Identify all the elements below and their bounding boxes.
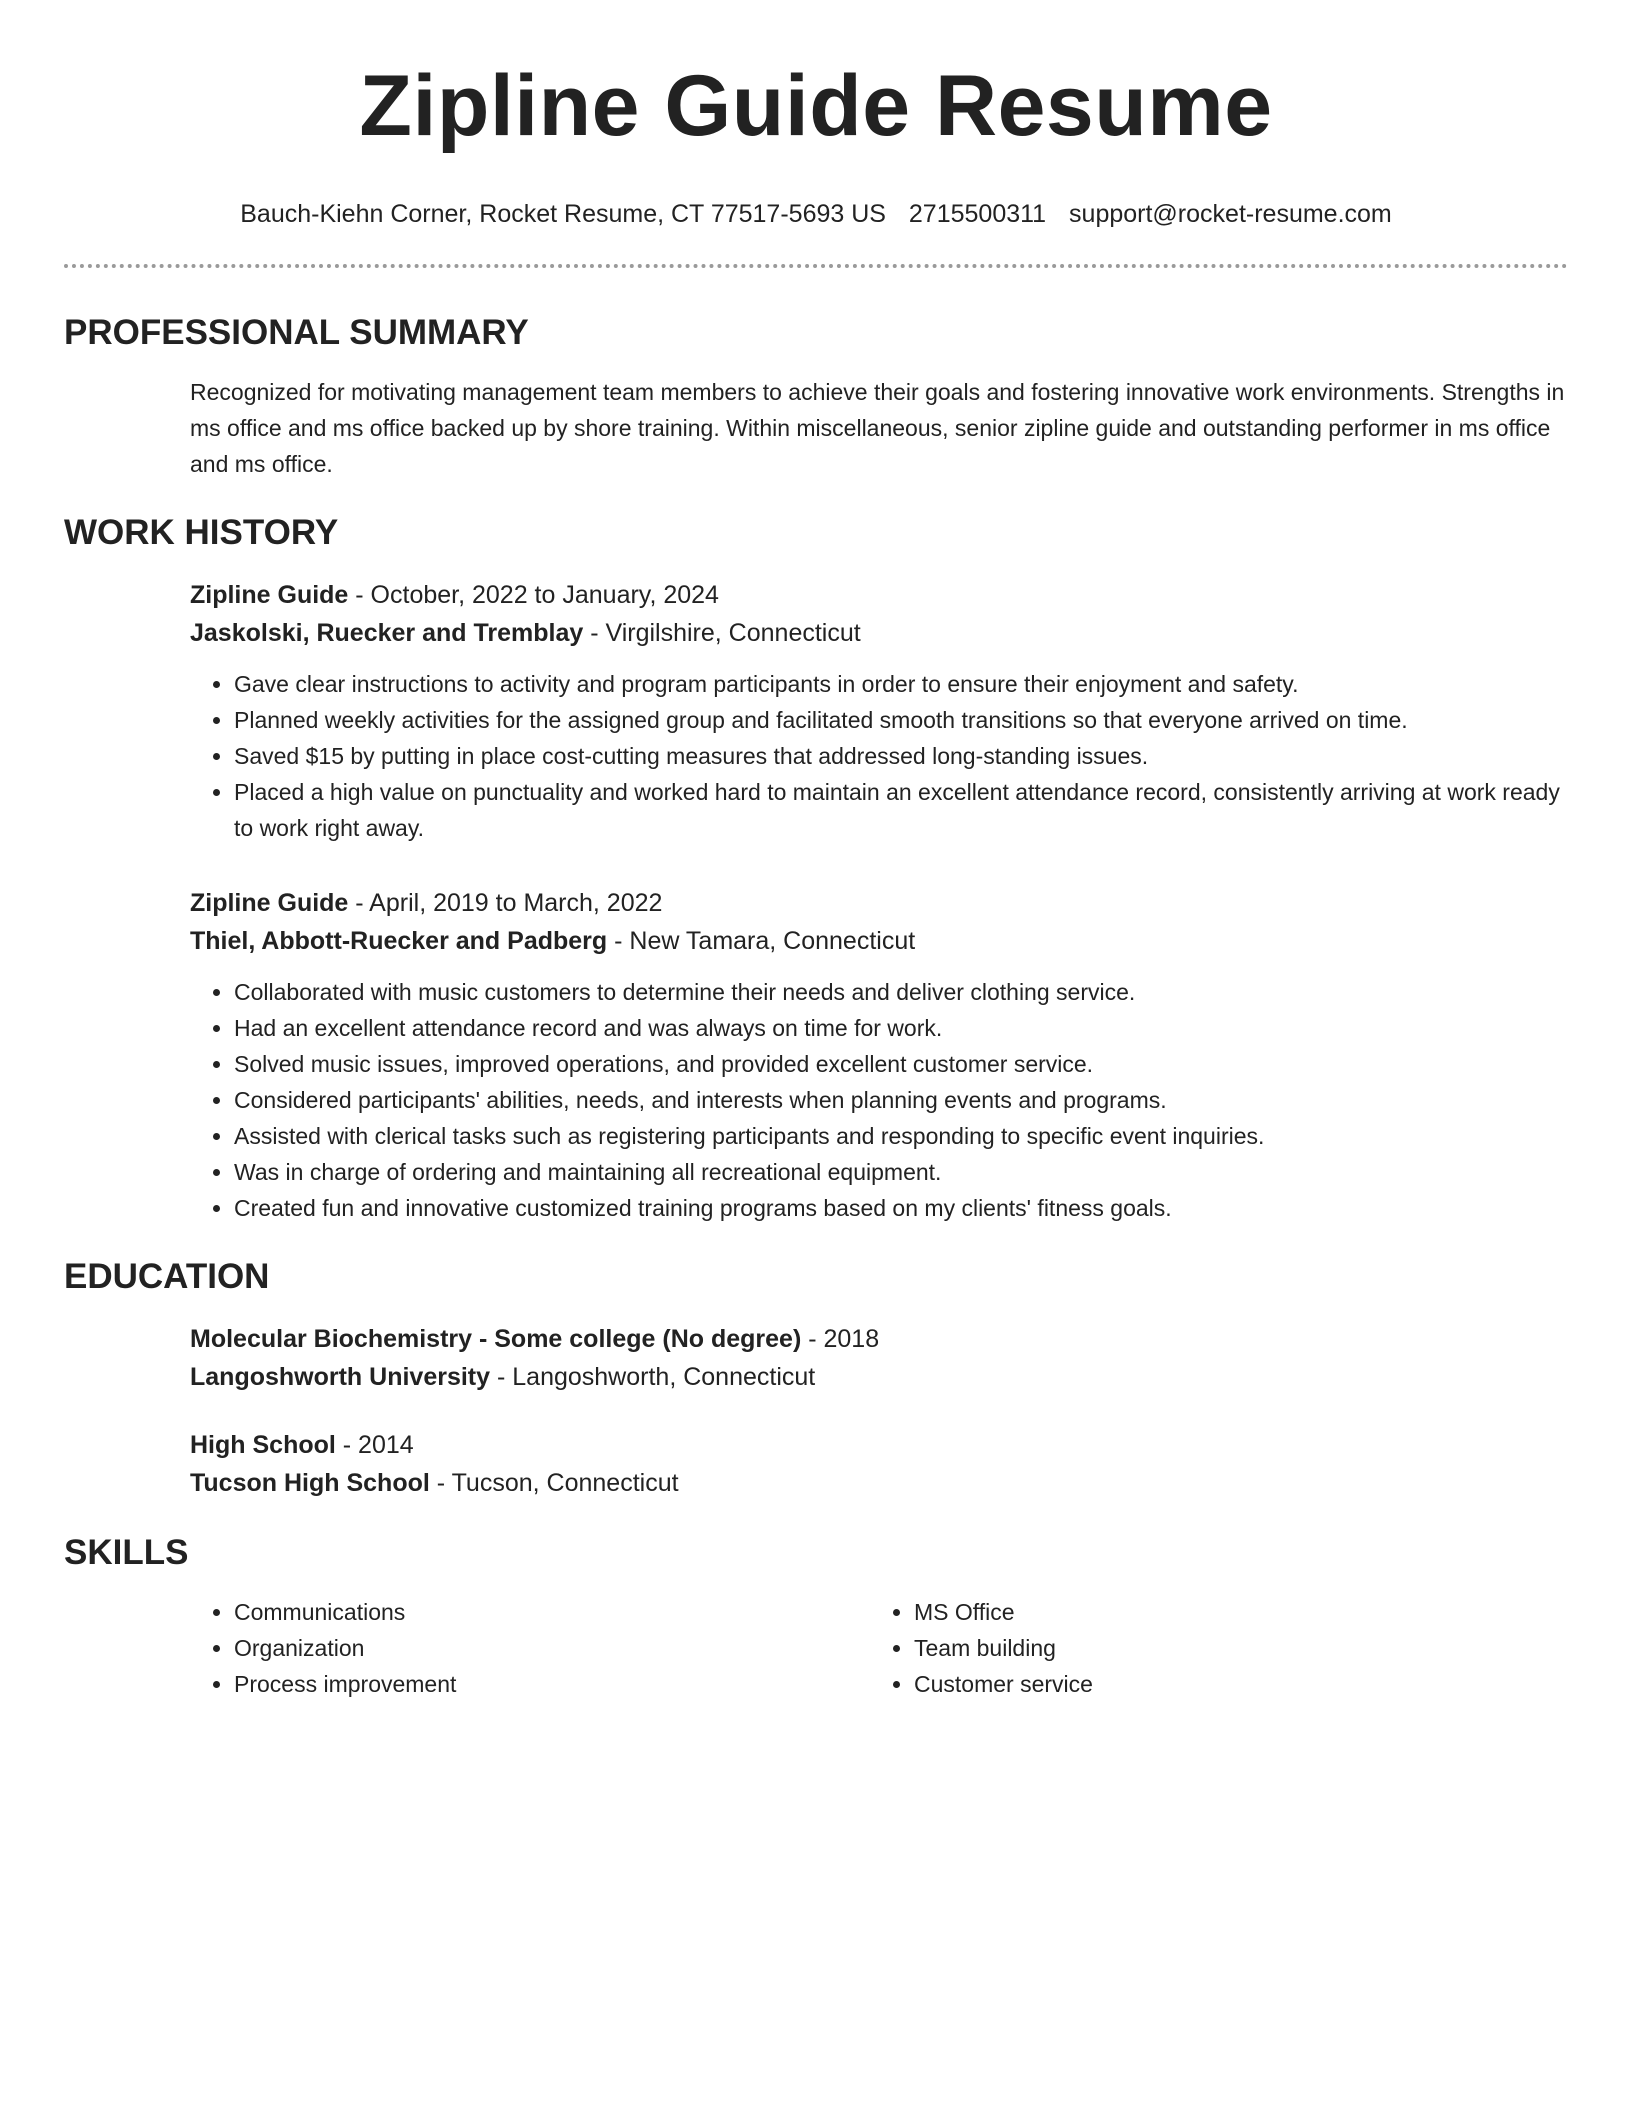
education-degree-line bbox=[190, 1320, 1568, 1358]
contact-address: Bauch-Kiehn Corner, Rocket Resume, CT 77517-5693 US bbox=[240, 200, 886, 228]
education-year: - 2014 bbox=[335, 1431, 414, 1459]
job-dates: - October, 2022 to January, 2024 bbox=[348, 581, 719, 609]
job-location: - New Tamara, Connecticut bbox=[607, 927, 916, 955]
skills-section bbox=[64, 1532, 1568, 1702]
education-school: Langoshworth University bbox=[190, 1363, 491, 1391]
list-item: • Placed a high value on punctuality and worked hard to maintain an excellent attendance record, consistently arriving at work ready to work right away. bbox=[234, 774, 1568, 846]
job-company: Jaskolski, Ruecker and Tremblay bbox=[190, 619, 584, 647]
education-location: - Tucson, Connecticut bbox=[429, 1469, 679, 1497]
education-location: - Langoshworth, Connecticut bbox=[490, 1363, 816, 1391]
list-item: • Organization bbox=[234, 1630, 870, 1666]
education-entry bbox=[190, 1426, 1568, 1502]
list-item: • Customer service bbox=[914, 1666, 1550, 1702]
list-item: • Team building bbox=[914, 1630, 1550, 1666]
skills-list-left bbox=[190, 1594, 870, 1702]
job-bullets bbox=[190, 974, 1568, 1226]
summary-body bbox=[190, 374, 1568, 482]
list-item: • Assisted with clerical tasks such as registering participants and responding to specific event inquiries. bbox=[234, 1118, 1568, 1154]
summary-heading: PROFESSIONAL SUMMARY bbox=[64, 313, 529, 352]
job-company-line bbox=[190, 922, 1568, 960]
skills-column-left bbox=[190, 1594, 870, 1702]
job-dates: - April, 2019 to March, 2022 bbox=[348, 889, 663, 917]
job-company: Thiel, Abbott-Ruecker and Padberg bbox=[190, 927, 608, 955]
list-item: • MS Office bbox=[914, 1594, 1550, 1630]
skills-list-right bbox=[870, 1594, 1550, 1702]
education-section bbox=[64, 1256, 1568, 1502]
list-item: • Solved music issues, improved operations, and provided excellent customer service. bbox=[234, 1046, 1568, 1082]
list-item: • Was in charge of ordering and maintaining all recreational equipment. bbox=[234, 1154, 1568, 1190]
skills-heading: SKILLS bbox=[64, 1533, 189, 1572]
list-item: • Created fun and innovative customized training programs based on my clients' fitness goals. bbox=[234, 1190, 1568, 1226]
job-role: Zipline Guide bbox=[190, 581, 349, 609]
job-title-line bbox=[190, 884, 1568, 922]
work-history-heading: WORK HISTORY bbox=[64, 513, 339, 552]
work-history-body bbox=[190, 576, 1568, 1226]
work-history-section bbox=[64, 512, 1568, 1226]
education-year: - 2018 bbox=[801, 1325, 880, 1353]
education-heading: EDUCATION bbox=[64, 1257, 270, 1296]
education-degree: Molecular Biochemistry - Some college (No degree) bbox=[190, 1325, 802, 1353]
education-body bbox=[190, 1320, 1568, 1502]
education-entry bbox=[190, 1320, 1568, 1396]
skills-column-right bbox=[870, 1594, 1550, 1702]
education-degree-line bbox=[190, 1426, 1568, 1464]
contact-phone: 2715500311 bbox=[908, 200, 1047, 228]
contact-line bbox=[64, 198, 1568, 230]
education-degree: High School bbox=[190, 1431, 336, 1459]
education-school-line bbox=[190, 1464, 1568, 1502]
contact-email: support@rocket-resume.com bbox=[1069, 200, 1392, 228]
job-location: - Virgilshire, Connecticut bbox=[583, 619, 861, 647]
job-entry bbox=[190, 576, 1568, 846]
list-item: • Saved $15 by putting in place cost-cutting measures that addressed long-standing issues. bbox=[234, 738, 1568, 774]
job-title-line bbox=[190, 576, 1568, 614]
summary-text: Recognized for motivating management team members to achieve their goals and fostering innovative work environments. Strengths in ms office and ms office backed up by shore training. Within miscellaneous, senior zipline guide and outstanding performer in ms office and ms office. bbox=[190, 379, 1565, 477]
list-item: • Process improvement bbox=[234, 1666, 870, 1702]
list-item: • Had an excellent attendance record and was always on time for work. bbox=[234, 1010, 1568, 1046]
list-item: • Planned weekly activities for the assigned group and facilitated smooth transitions so that everyone arrived on time. bbox=[234, 702, 1568, 738]
list-item: • Gave clear instructions to activity and program participants in order to ensure their enjoyment and safety. bbox=[234, 666, 1568, 702]
resume-header bbox=[64, 0, 1568, 230]
list-item: • Considered participants' abilities, needs, and interests when planning events and programs. bbox=[234, 1082, 1568, 1118]
summary-section bbox=[64, 312, 1568, 482]
job-bullets bbox=[190, 666, 1568, 846]
education-school: Tucson High School bbox=[190, 1469, 430, 1497]
job-entry bbox=[190, 884, 1568, 1226]
resume-title: Zipline Guide Resume bbox=[359, 58, 1273, 154]
job-role: Zipline Guide bbox=[190, 889, 349, 917]
skills-grid bbox=[190, 1594, 1568, 1702]
education-school-line bbox=[190, 1358, 1568, 1396]
list-item: • Collaborated with music customers to determine their needs and deliver clothing service. bbox=[234, 974, 1568, 1010]
job-company-line bbox=[190, 614, 1568, 652]
list-item: • Communications bbox=[234, 1594, 870, 1630]
header-divider bbox=[64, 264, 1568, 268]
